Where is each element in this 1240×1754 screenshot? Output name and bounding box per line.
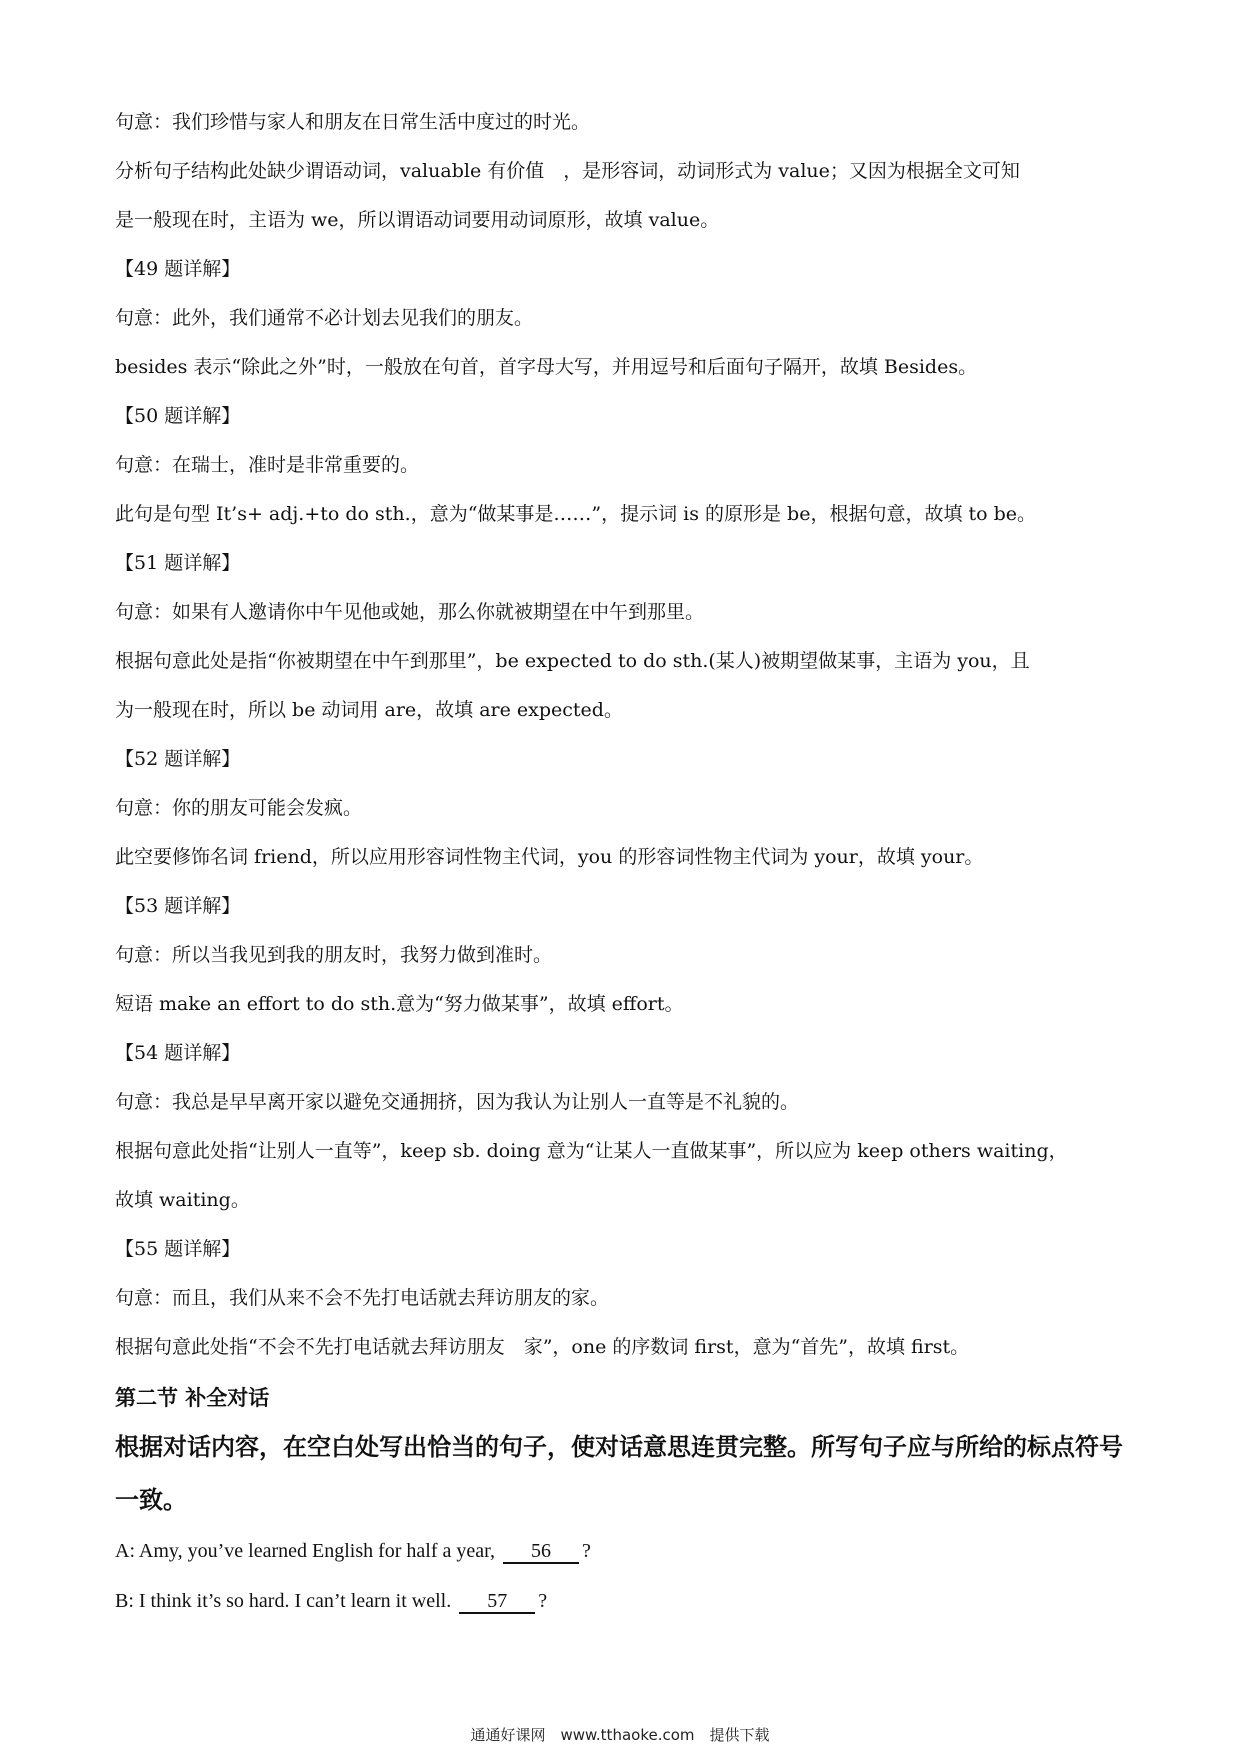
- explanation-line: 此句是句型 It’s+ adj.+to do sth.，意为“做某事是……”，提示词 is 的原形是 be，根据句意，故填 to be。: [115, 503, 1037, 525]
- dialog-text: B: I think it’s so hard. I can’t learn it well.: [115, 1590, 452, 1612]
- explanation-line: 是一般现在时，主语为 we，所以谓语动词要用动词原形，故填 value。: [115, 209, 720, 231]
- explanation-line: 句意：如果有人邀请你中午见他或她，那么你就被期望在中午到那里。: [115, 601, 705, 623]
- question-heading-50: 【50 题详解】: [115, 405, 241, 427]
- dialog-line-a: [115, 1526, 1125, 1576]
- question-heading-55: 【55 题详解】: [115, 1238, 241, 1260]
- explanation-line: 句意：在瑞士，准时是非常重要的。: [115, 454, 420, 476]
- dialog-line-b: [115, 1576, 1125, 1626]
- dialog-punctuation: ?: [582, 1540, 591, 1562]
- explanation-line: besides 表示“除此之外”时，一般放在句首，首字母大写，并用逗号和后面句子隔开，故填 Besides。: [115, 356, 978, 378]
- section-title: 第二节 补全对话: [115, 1385, 270, 1410]
- explanation-line: 句意：我们珍惜与家人和朋友在日常生活中度过的时光。: [115, 111, 591, 133]
- answer-blank-57[interactable]: 57: [459, 1590, 535, 1614]
- explanation-line: 句意：此外，我们通常不必计划去见我们的朋友。: [115, 307, 534, 329]
- explanation-line: 根据句意此处指“不会不先打电话就去拜访朋友 家”，one 的序数词 first，意为“首先”，故填 first。: [115, 1336, 970, 1358]
- explanation-line: 故填 waiting。: [115, 1189, 250, 1211]
- explanation-line: 此空要修饰名词 friend，所以应用形容词性物主代词，you 的形容词性物主代词为 your，故填 your。: [115, 846, 984, 868]
- explanation-line: 分析句子结构此处缺少谓语动词，valuable 有价值 ，是形容词，动词形式为 value；又因为根据全文可知: [115, 160, 1020, 182]
- section-instruction: 根据对话内容，在空白处写出恰当的句子，使对话意思连贯完整。所写句子应与所给的标点符号一致。: [115, 1432, 1123, 1514]
- explanation-line: 根据句意此处指“让别人一直等”，keep sb. doing 意为“让某人一直做某事”，所以应为 keep others waiting，: [115, 1140, 1068, 1162]
- explanation-line: 句意：所以当我见到我的朋友时，我努力做到准时。: [115, 944, 553, 966]
- question-heading-49: 【49 题详解】: [115, 258, 241, 280]
- footer-source: 通通好课网 www.tthaoke.com 提供下载: [470, 1726, 770, 1744]
- dialog-punctuation: ?: [538, 1590, 548, 1612]
- explanation-line: 为一般现在时，所以 be 动词用 are，故填 are expected。: [115, 699, 623, 721]
- explanation-line: 句意：你的朋友可能会发疯。: [115, 797, 363, 819]
- dialog-text: A: Amy, you’ve learned English for half a year,: [115, 1540, 495, 1562]
- explanation-line: 短语 make an effort to do sth.意为“努力做某事”，故填 effort。: [115, 993, 684, 1015]
- document-body: [115, 98, 1125, 1626]
- question-heading-52: 【52 题详解】: [115, 748, 241, 770]
- question-heading-53: 【53 题详解】: [115, 895, 241, 917]
- explanation-line: 根据句意此处是指“你被期望在中午到那里”，be expected to do sth.(某人)被期望做某事，主语为 you，且: [115, 650, 1030, 672]
- explanation-line: 句意：而且，我们从来不会不先打电话就去拜访朋友的家。: [115, 1287, 610, 1309]
- explanation-line: 句意：我总是早早离开家以避免交通拥挤，因为我认为让别人一直等是不礼貌的。: [115, 1091, 800, 1113]
- question-heading-51: 【51 题详解】: [115, 552, 241, 574]
- answer-blank-56[interactable]: 56: [503, 1540, 579, 1564]
- question-heading-54: 【54 题详解】: [115, 1042, 241, 1064]
